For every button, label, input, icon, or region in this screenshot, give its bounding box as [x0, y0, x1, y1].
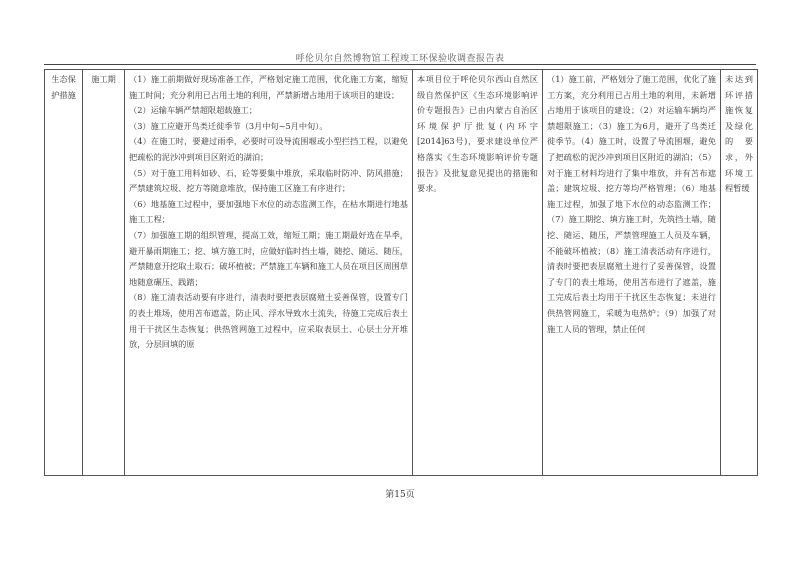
measures-table	[44, 69, 758, 476]
eia-measure-item: （7）加强施工期的组织管理，提高工效，缩短工期；施工期最好选在旱季，避开暴雨期施工；挖、填方施工时，应做好临时挡土墙，随挖、随运、随压，严禁随意开挖取土取石；破坏植被；严禁施工车辆和施工人员在项目区周围草地随意碾压、践踏；	[129, 229, 408, 287]
eia-measure-item: （4）在施工时，要避过雨季，必要时可设导流围堰或小型拦挡工程，以避免把疏松的泥沙冲到项目区附近的湖泊；	[129, 136, 408, 162]
page-header-title: 呼伦贝尔自然博物馆工程竣工环保验收调查报告表	[295, 54, 505, 64]
phase-label: 施工期	[91, 74, 116, 84]
table-row	[45, 70, 758, 476]
eia-approval-cell	[413, 70, 543, 476]
eia-approval-text: 本项目位于呼伦贝尔西山自然区级自然保护区《生态环境影响评价专题报告》已由内蒙古自治区环境保护厅批复(内环字[2014]63号)，要求建设单位严格落实《生态环境影响评价专题报告》及批复意见提出的措施和要求。	[417, 74, 538, 194]
category-cell	[45, 70, 83, 476]
eia-measure-item: （2）运输车辆严禁超限超载施工；	[129, 105, 258, 116]
page-number: 第15页	[385, 490, 415, 500]
implementation-text: （1）施工前，严格划分了施工范围，优化了施工方案，充分利用已占用土地的利用，未新增占地用于该项目的建设；（2）对运输车辆均严禁超限施工；（3）施工为6月，避开了鸟类迁徙季节。（4）施工时，设置了导流围堰，避免了把疏松的泥沙冲到项目区附近的湖泊；（5）对于施工材料均进行了集中堆放，并有苫布遮盖；建筑垃圾、挖方等均严格管理；（6）地基施工过程，加强了地下水位的动态监测工作；（7）施工期挖、填方施工时，先筑挡土墙，随挖、随运、随压，严禁管理施工人员及车辆，不能破坏植被；（8）施工清表活动有序进行，清表时要把表层腐殖土进行了妥善保管，设置了专门的表土堆场，使用苫布进行了遮盖，施工完成后表土均用于干扰区生态恢复；未进行供热管网施工，采暖为电热炉；（9）加强了对施工人员的管理，禁止任何	[547, 74, 716, 334]
result-cell	[721, 70, 758, 476]
header-divider	[44, 64, 756, 65]
eia-measure-item: （5）对于施工用料如砂、石，砼等要集中堆放，采取临时防冲、防风措施；严禁建筑垃圾、挖方等随意堆放，保持施工区施工有序进行；	[129, 167, 408, 194]
eia-measure-item: （1）施工前期做好现场准备工作，严格划定施工范围，优化施工方案，缩短施工时间；充分利用已占用土地的利用，严禁新增占地用于该项目的建设；	[129, 74, 408, 100]
eia-measures-cell	[125, 70, 413, 476]
eia-measure-item: （8）施工清表活动要有序进行，清表时要把表层腐殖土妥善保管，设置专门的表土堆场，使用苫布遮盖，防止风、浮水导致水土流失，待施工完成后表土用于干扰区生态恢复；供热管网施工过程中，应采取表层土、心层土分开堆放，分层回填的原	[129, 292, 408, 350]
result-text: 未达到环评措施恢复及绿化的要求，外环境工程暂缓	[725, 74, 753, 194]
eia-measure-item: （3）施工应避开鸟类迁徙季节（3月中旬~5月中旬）。	[129, 120, 328, 131]
implementation-cell	[543, 70, 721, 476]
eia-measure-item: （6）地基施工过程中，要加强地下水位的动态监测工作，在枯水期进行地基施工工程；	[129, 198, 408, 225]
phase-cell	[83, 70, 125, 476]
category-label: 生态保护措施	[51, 74, 76, 100]
